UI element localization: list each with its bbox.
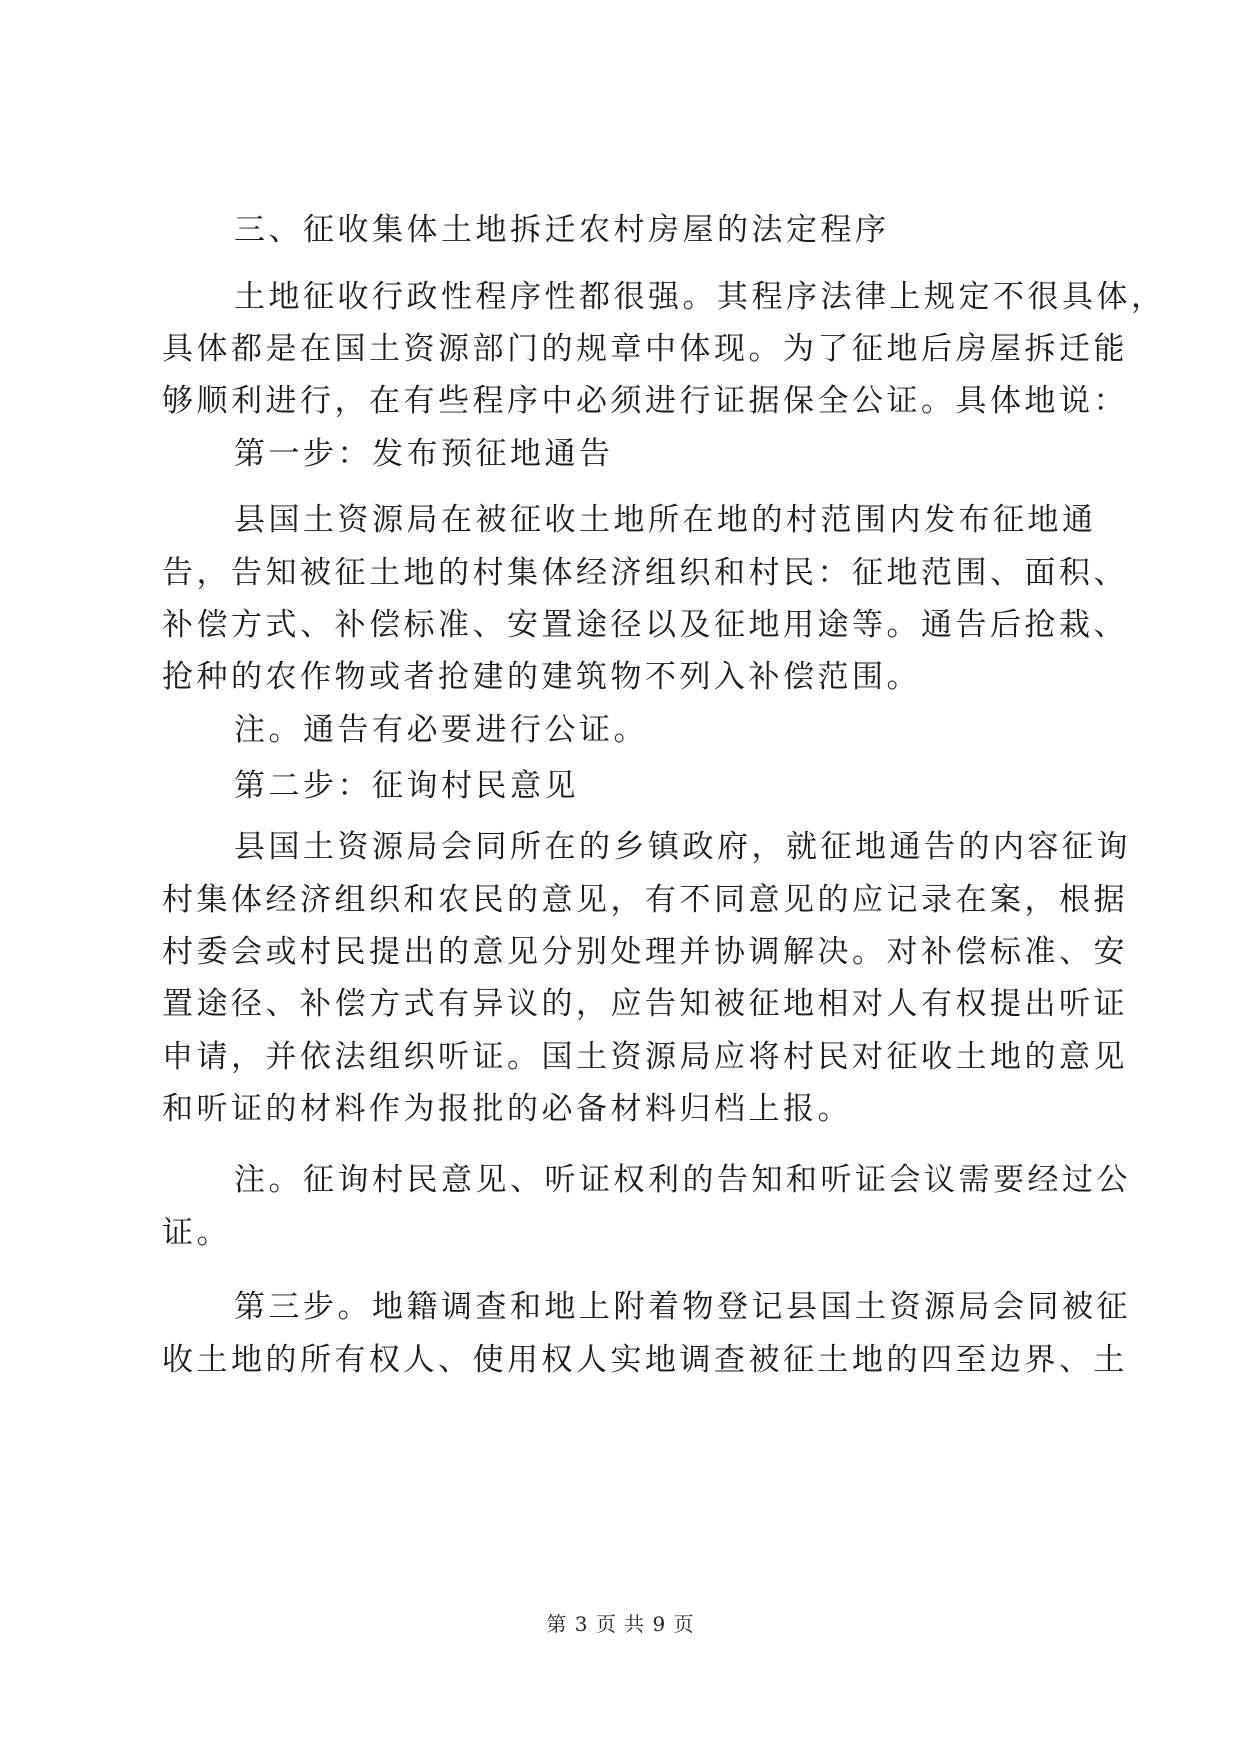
paragraph-line: 告，告知被征土地的村集体经济组织和村民：征地范围、面积、 xyxy=(162,555,1128,591)
paragraph-line: 够顺利进行，在有些程序中必须进行证据保全公证。具体地说： xyxy=(162,383,1128,419)
note-line: 注。通告有必要进行公证。 xyxy=(234,712,648,748)
paragraph-line: 土地征收行政性程序性都很强。其程序法律上规定不很具体， xyxy=(234,279,1166,315)
note-line: 证。 xyxy=(162,1215,231,1251)
page-number-footer: 第 3 页 共 9 页 xyxy=(546,1612,695,1636)
paragraph-line: 和听证的材料作为报批的必备材料归档上报。 xyxy=(162,1091,852,1127)
step-heading: 第三步。地籍调查和地上附着物登记县国土资源局会同被征 xyxy=(234,1289,1131,1325)
paragraph-line: 县国土资源局会同所在的乡镇政府，就征地通告的内容征询 xyxy=(234,829,1131,865)
paragraph-line: 村集体经济组织和农民的意见，有不同意见的应记录在案，根据 xyxy=(162,882,1128,918)
step-heading: 第二步：征询村民意见 xyxy=(234,768,579,804)
paragraph-line: 具体都是在国土资源部门的规章中体现。为了征地后房屋拆迁能 xyxy=(162,331,1128,367)
paragraph-line: 抢种的农作物或者抢建的建筑物不列入补偿范围。 xyxy=(162,659,921,695)
paragraph-line: 置途径、补偿方式有异议的，应告知被征地相对人有权提出听证 xyxy=(162,986,1128,1022)
section-heading: 三、征收集体土地拆迁农村房屋的法定程序 xyxy=(234,212,890,248)
paragraph-line: 补偿方式、补偿标准、安置途径以及征地用途等。通告后抢栽、 xyxy=(162,607,1128,643)
paragraph-line: 县国土资源局在被征收土地所在地的村范围内发布征地通 xyxy=(234,502,1097,538)
paragraph-line: 收土地的所有权人、使用权人实地调查被征土地的四至边界、土 xyxy=(162,1342,1128,1378)
paragraph-line: 申请，并依法组织听证。国土资源局应将村民对征收土地的意见 xyxy=(162,1039,1128,1075)
note-line: 注。征询村民意见、听证权利的告知和听证会议需要经过公 xyxy=(234,1162,1131,1198)
step-heading: 第一步：发布预征地通告 xyxy=(234,436,614,472)
paragraph-line: 村委会或村民提出的意见分别处理并协调解决。对补偿标准、安 xyxy=(162,934,1128,970)
